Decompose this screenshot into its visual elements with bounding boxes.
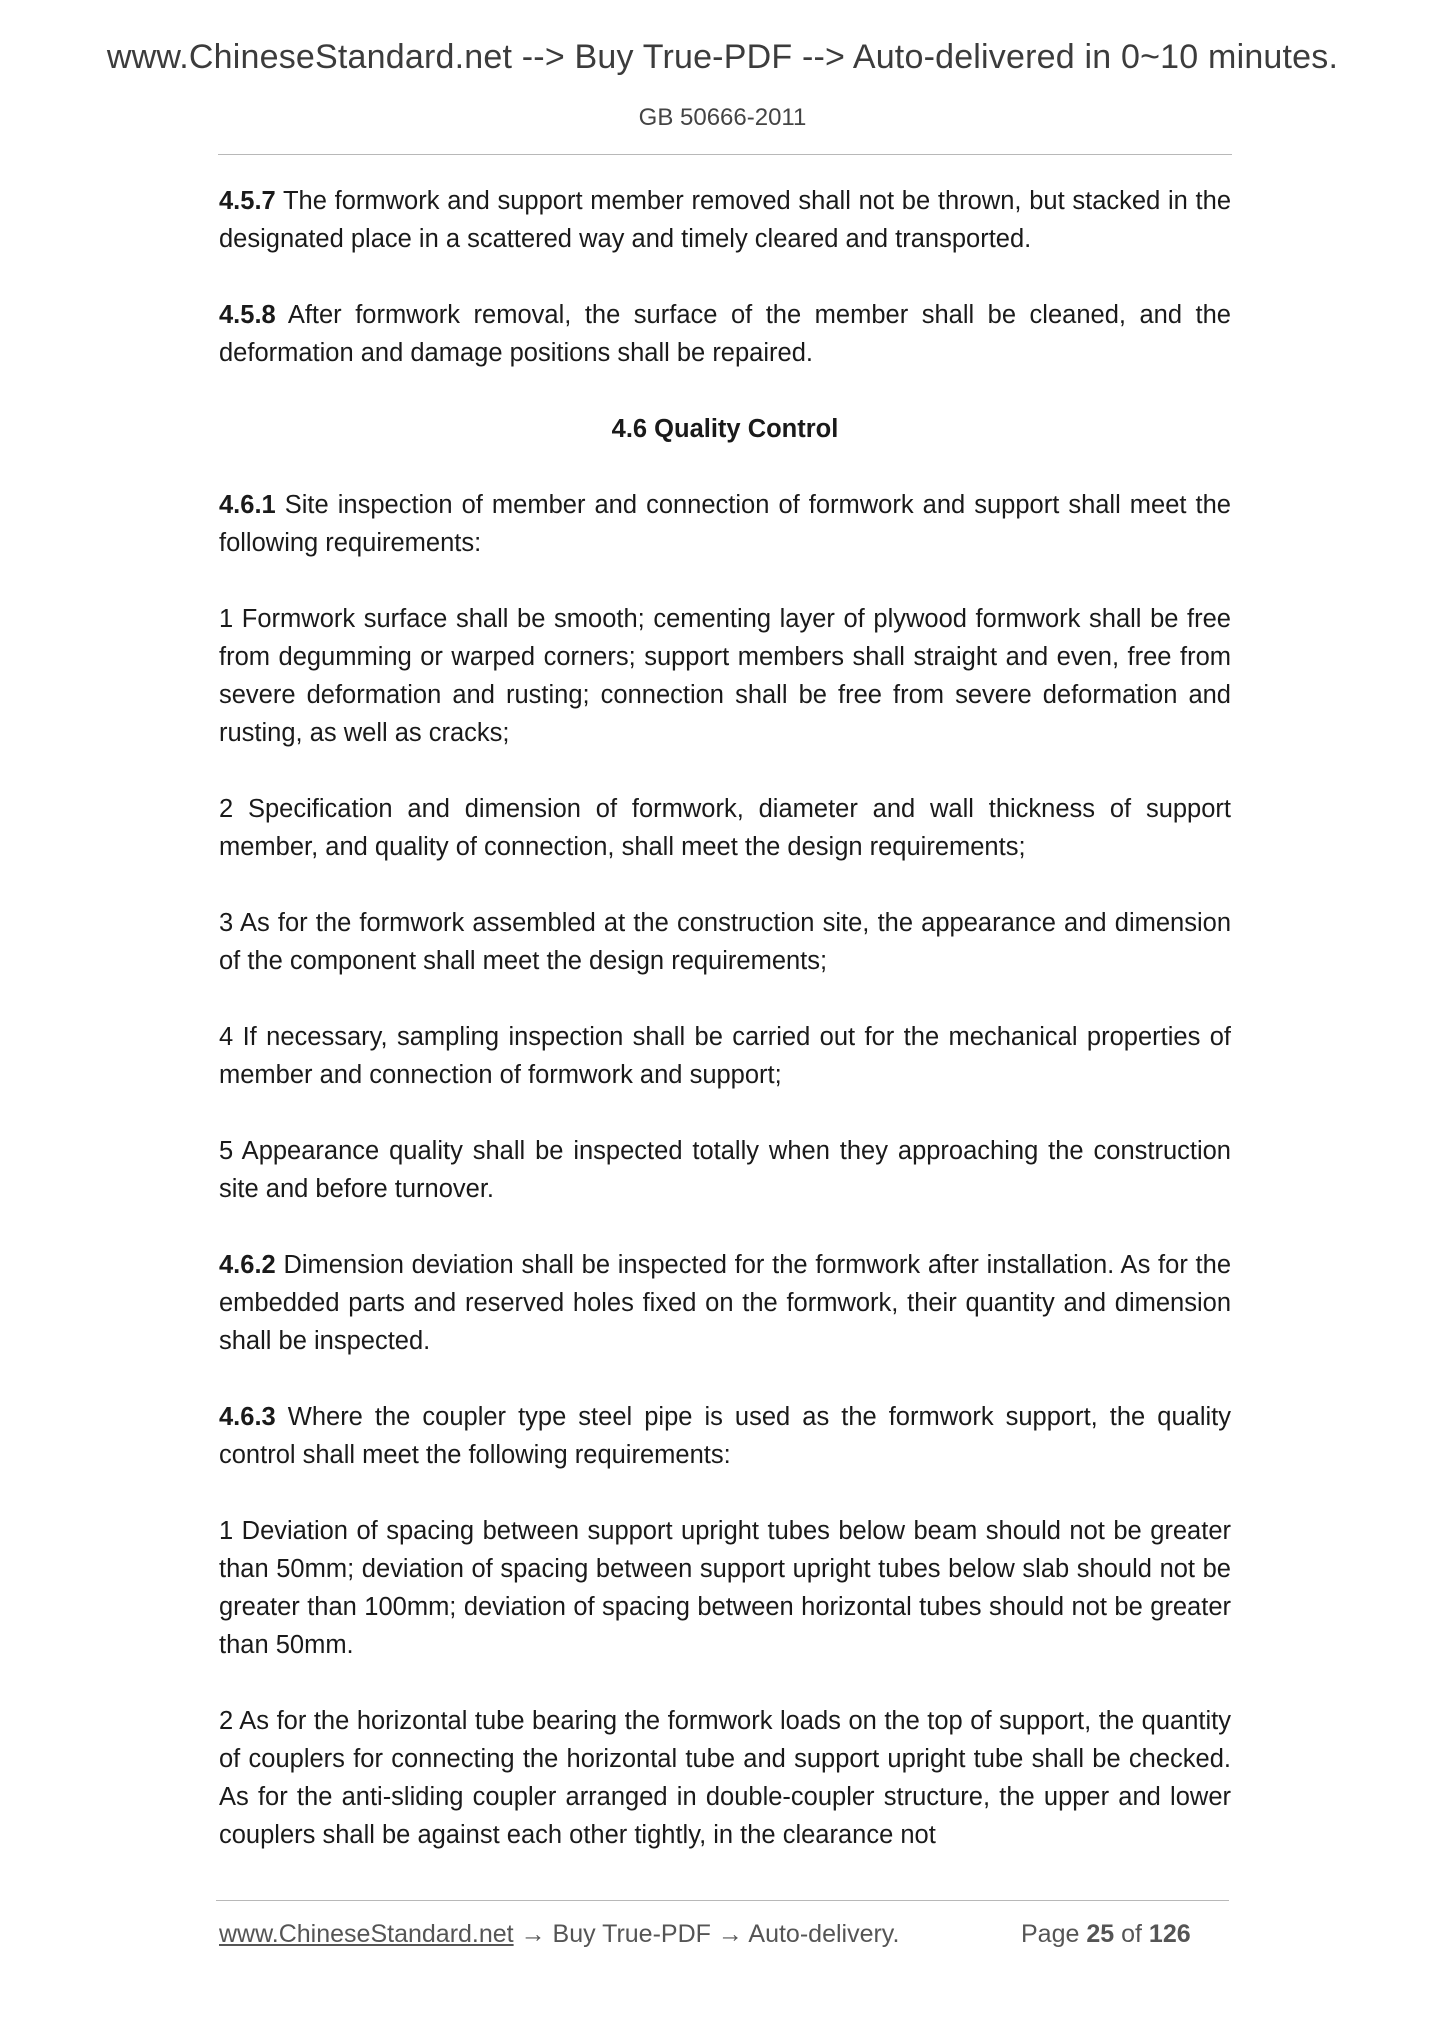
clause-number: 4.6.1 <box>219 491 276 519</box>
total-pages: 126 <box>1148 1920 1191 1948</box>
paragraph-4-6-1 <box>219 486 1231 562</box>
footer-delivery-text: Auto-delivery. <box>742 1920 900 1948</box>
footer-buy-text: Buy True-PDF <box>545 1920 718 1948</box>
paragraph-text: Dimension deviation shall be inspected for the formwork after installation. As for the embedded parts and reserved holes fixed on the formwork, their quantity and dimension shall be inspected. <box>219 1251 1231 1355</box>
list-item: 3 As for the formwork assembled at the construction site, the appearance and dimension of the component shall meet the design requirements; <box>219 909 1231 975</box>
paragraph-text: Where the coupler type steel pipe is used as the formwork support, the quality control shall meet the following requirements: <box>219 1403 1231 1469</box>
clause-number: 4.6.3 <box>219 1403 276 1431</box>
paragraph-text: The formwork and support member removed shall not be thrown, but stacked in the designated place in a scattered way and timely cleared and transported. <box>219 187 1231 253</box>
clause-number: 4.5.7 <box>219 187 276 215</box>
page-label: Page <box>1021 1920 1080 1948</box>
list-item: 2 Specification and dimension of formwork, diameter and wall thickness of support member, and quality of connection, shall meet the design requirements; <box>219 795 1231 861</box>
site-link[interactable]: www.ChineseStandard.net <box>219 1920 514 1948</box>
list-item: 5 Appearance quality shall be inspected totally when they approaching the construction site and before turnover. <box>219 1137 1231 1203</box>
paragraph-4-6-2 <box>219 1246 1231 1360</box>
paragraph-text: Site inspection of member and connection of formwork and support shall meet the following requirements: <box>219 491 1231 557</box>
page-indicator <box>1021 1920 1191 1949</box>
paragraph-text: After formwork removal, the surface of the member shall be cleaned, and the deformation and damage positions shall be repaired. <box>219 301 1231 367</box>
list-item: 2 As for the horizontal tube bearing the formwork loads on the top of support, the quantity of couplers for connecting the horizontal tube and support upright tube shall be checked. As for the anti-sliding coupler arranged in double-coupler structure, the upper and lower couplers shall be against each other tightly, in the clearance not <box>219 1707 1231 1849</box>
arrow-right-icon: → <box>717 1920 743 1948</box>
clause-number: 4.5.8 <box>219 301 276 329</box>
arrow-right-icon: → <box>520 1920 546 1948</box>
header-banner: www.ChineseStandard.net --> Buy True-PDF --> Auto-delivered in 0~10 minutes. <box>106 38 1339 76</box>
footer-divider <box>216 1900 1229 1901</box>
list-item: 1 Formwork surface shall be smooth; cementing layer of plywood formwork shall be free from degumming or warped corners; support members shall straight and even, free from severe deformation and rusting; connection shall be free from severe deformation and rusting, as well as cracks; <box>219 605 1231 747</box>
paragraph-4-5-8 <box>219 296 1231 372</box>
header-divider <box>218 154 1232 155</box>
clause-number: 4.6.2 <box>219 1251 276 1279</box>
page-number: 25 <box>1086 1920 1115 1948</box>
list-item: 1 Deviation of spacing between support upright tubes below beam should not be greater than 50mm; deviation of spacing between support upright tubes below slab should not be greater than 100mm; deviation of spacing between horizontal tubes should not be greater than 50mm. <box>219 1517 1231 1659</box>
paragraph-4-5-7 <box>219 182 1231 258</box>
list-item: 4 If necessary, sampling inspection shall be carried out for the mechanical properties of member and connection of formwork and support; <box>219 1023 1231 1089</box>
page-content <box>219 182 1231 1854</box>
paragraph-4-6-3 <box>219 1398 1231 1474</box>
page-footer <box>219 1920 1231 1949</box>
document-number: GB 50666-2011 <box>638 104 807 131</box>
section-heading: 4.6 Quality Control <box>611 415 839 443</box>
of-label: of <box>1121 1920 1142 1948</box>
